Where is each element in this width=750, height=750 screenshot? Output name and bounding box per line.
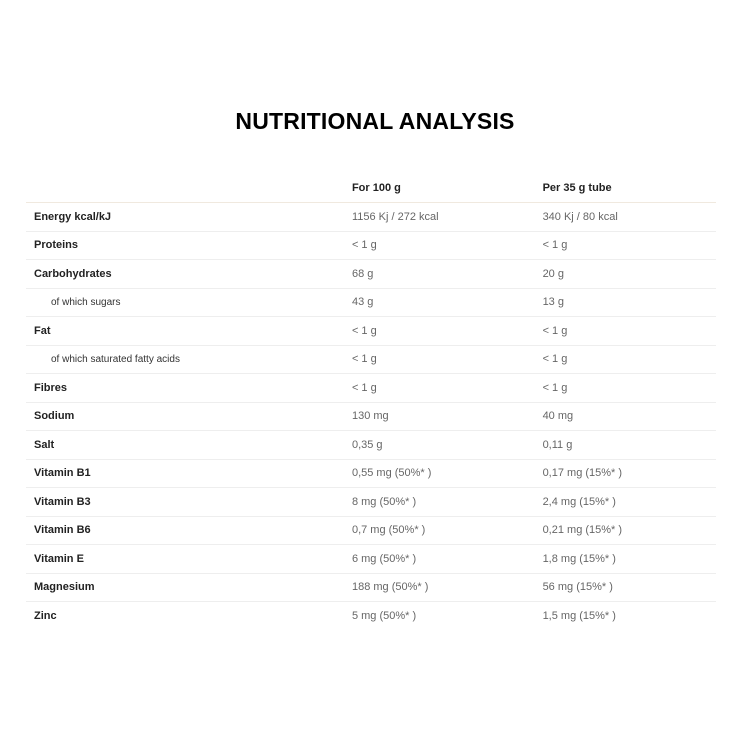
value-per-tube: 340 Kj / 80 kcal (543, 203, 716, 232)
value-per-100g: 43 g (352, 288, 543, 317)
header-nutrient (26, 174, 352, 203)
table-row (26, 602, 716, 630)
value-per-100g: < 1 g (352, 345, 543, 374)
table-row (26, 345, 716, 374)
table-row (26, 459, 716, 488)
nutrient-label: Magnesium (26, 573, 352, 602)
value-per-100g: 6 mg (50%* ) (352, 545, 543, 574)
value-per-100g: < 1 g (352, 374, 543, 403)
value-per-tube: 56 mg (15%* ) (543, 573, 716, 602)
nutrient-label: Vitamin B1 (26, 459, 352, 488)
value-per-100g: 188 mg (50%* ) (352, 573, 543, 602)
value-per-tube: 1,8 mg (15%* ) (543, 545, 716, 574)
value-per-tube: < 1 g (543, 231, 716, 260)
value-per-100g: < 1 g (352, 231, 543, 260)
value-per-tube: < 1 g (543, 345, 716, 374)
nutrition-rows (26, 203, 716, 630)
table-row (26, 317, 716, 346)
value-per-100g: 8 mg (50%* ) (352, 488, 543, 517)
nutrient-label: of which sugars (26, 288, 352, 317)
value-per-tube: 0,17 mg (15%* ) (543, 459, 716, 488)
value-per-tube: 0,21 mg (15%* ) (543, 516, 716, 545)
nutrient-label: Fibres (26, 374, 352, 403)
table-row (26, 260, 716, 289)
value-per-tube: 1,5 mg (15%* ) (542, 609, 616, 622)
value-per-100g: 0,7 mg (50%* ) (352, 516, 543, 545)
value-per-100g: 0,55 mg (50%* ) (352, 459, 543, 488)
value-per-tube: < 1 g (543, 374, 716, 403)
nutrient-label: Salt (26, 431, 352, 460)
value-per-100g: 130 mg (352, 402, 543, 431)
value-per-tube: 2,4 mg (15%* ) (543, 488, 716, 517)
table-row (26, 203, 716, 232)
nutrient-label: Vitamin B3 (26, 488, 352, 517)
nutrient-label: Proteins (26, 231, 352, 260)
value-per-tube: 13 g (543, 288, 716, 317)
nutrient-label: Sodium (26, 402, 352, 431)
value-per-tube: < 1 g (543, 317, 716, 346)
value-per-tube: 20 g (543, 260, 716, 289)
nutrient-label: Energy kcal/kJ (26, 203, 352, 232)
table-header-row (26, 174, 716, 203)
nutrient-label: Vitamin E (26, 545, 352, 574)
table-row (26, 545, 716, 574)
value-per-100g: 5 mg (50%* ) (351, 609, 417, 622)
value-per-tube: 40 mg (543, 402, 716, 431)
table-row (26, 374, 716, 403)
table-row (26, 231, 716, 260)
nutrition-table (26, 174, 716, 630)
value-per-tube: 0,11 g (543, 431, 716, 460)
nutrient-label: Vitamin B6 (26, 516, 352, 545)
table-row (26, 516, 716, 545)
value-per-100g: < 1 g (352, 317, 543, 346)
table-row (26, 402, 716, 431)
page-title: NUTRITIONAL ANALYSIS (235, 108, 515, 134)
header-per-tube: Per 35 g tube (543, 174, 716, 203)
table-row (26, 573, 716, 602)
value-per-100g: 68 g (352, 260, 543, 289)
nutrient-label: Zinc (34, 609, 57, 622)
value-per-100g: 0,35 g (352, 431, 543, 460)
nutrient-label: Carbohydrates (26, 260, 352, 289)
table-row (26, 431, 716, 460)
value-per-100g: 1156 Kj / 272 kcal (352, 203, 543, 232)
nutrient-label: Fat (26, 317, 352, 346)
table-row (26, 288, 716, 317)
table-row (26, 488, 716, 517)
nutrient-label: of which saturated fatty acids (26, 345, 352, 374)
header-per-100g: For 100 g (352, 174, 543, 203)
